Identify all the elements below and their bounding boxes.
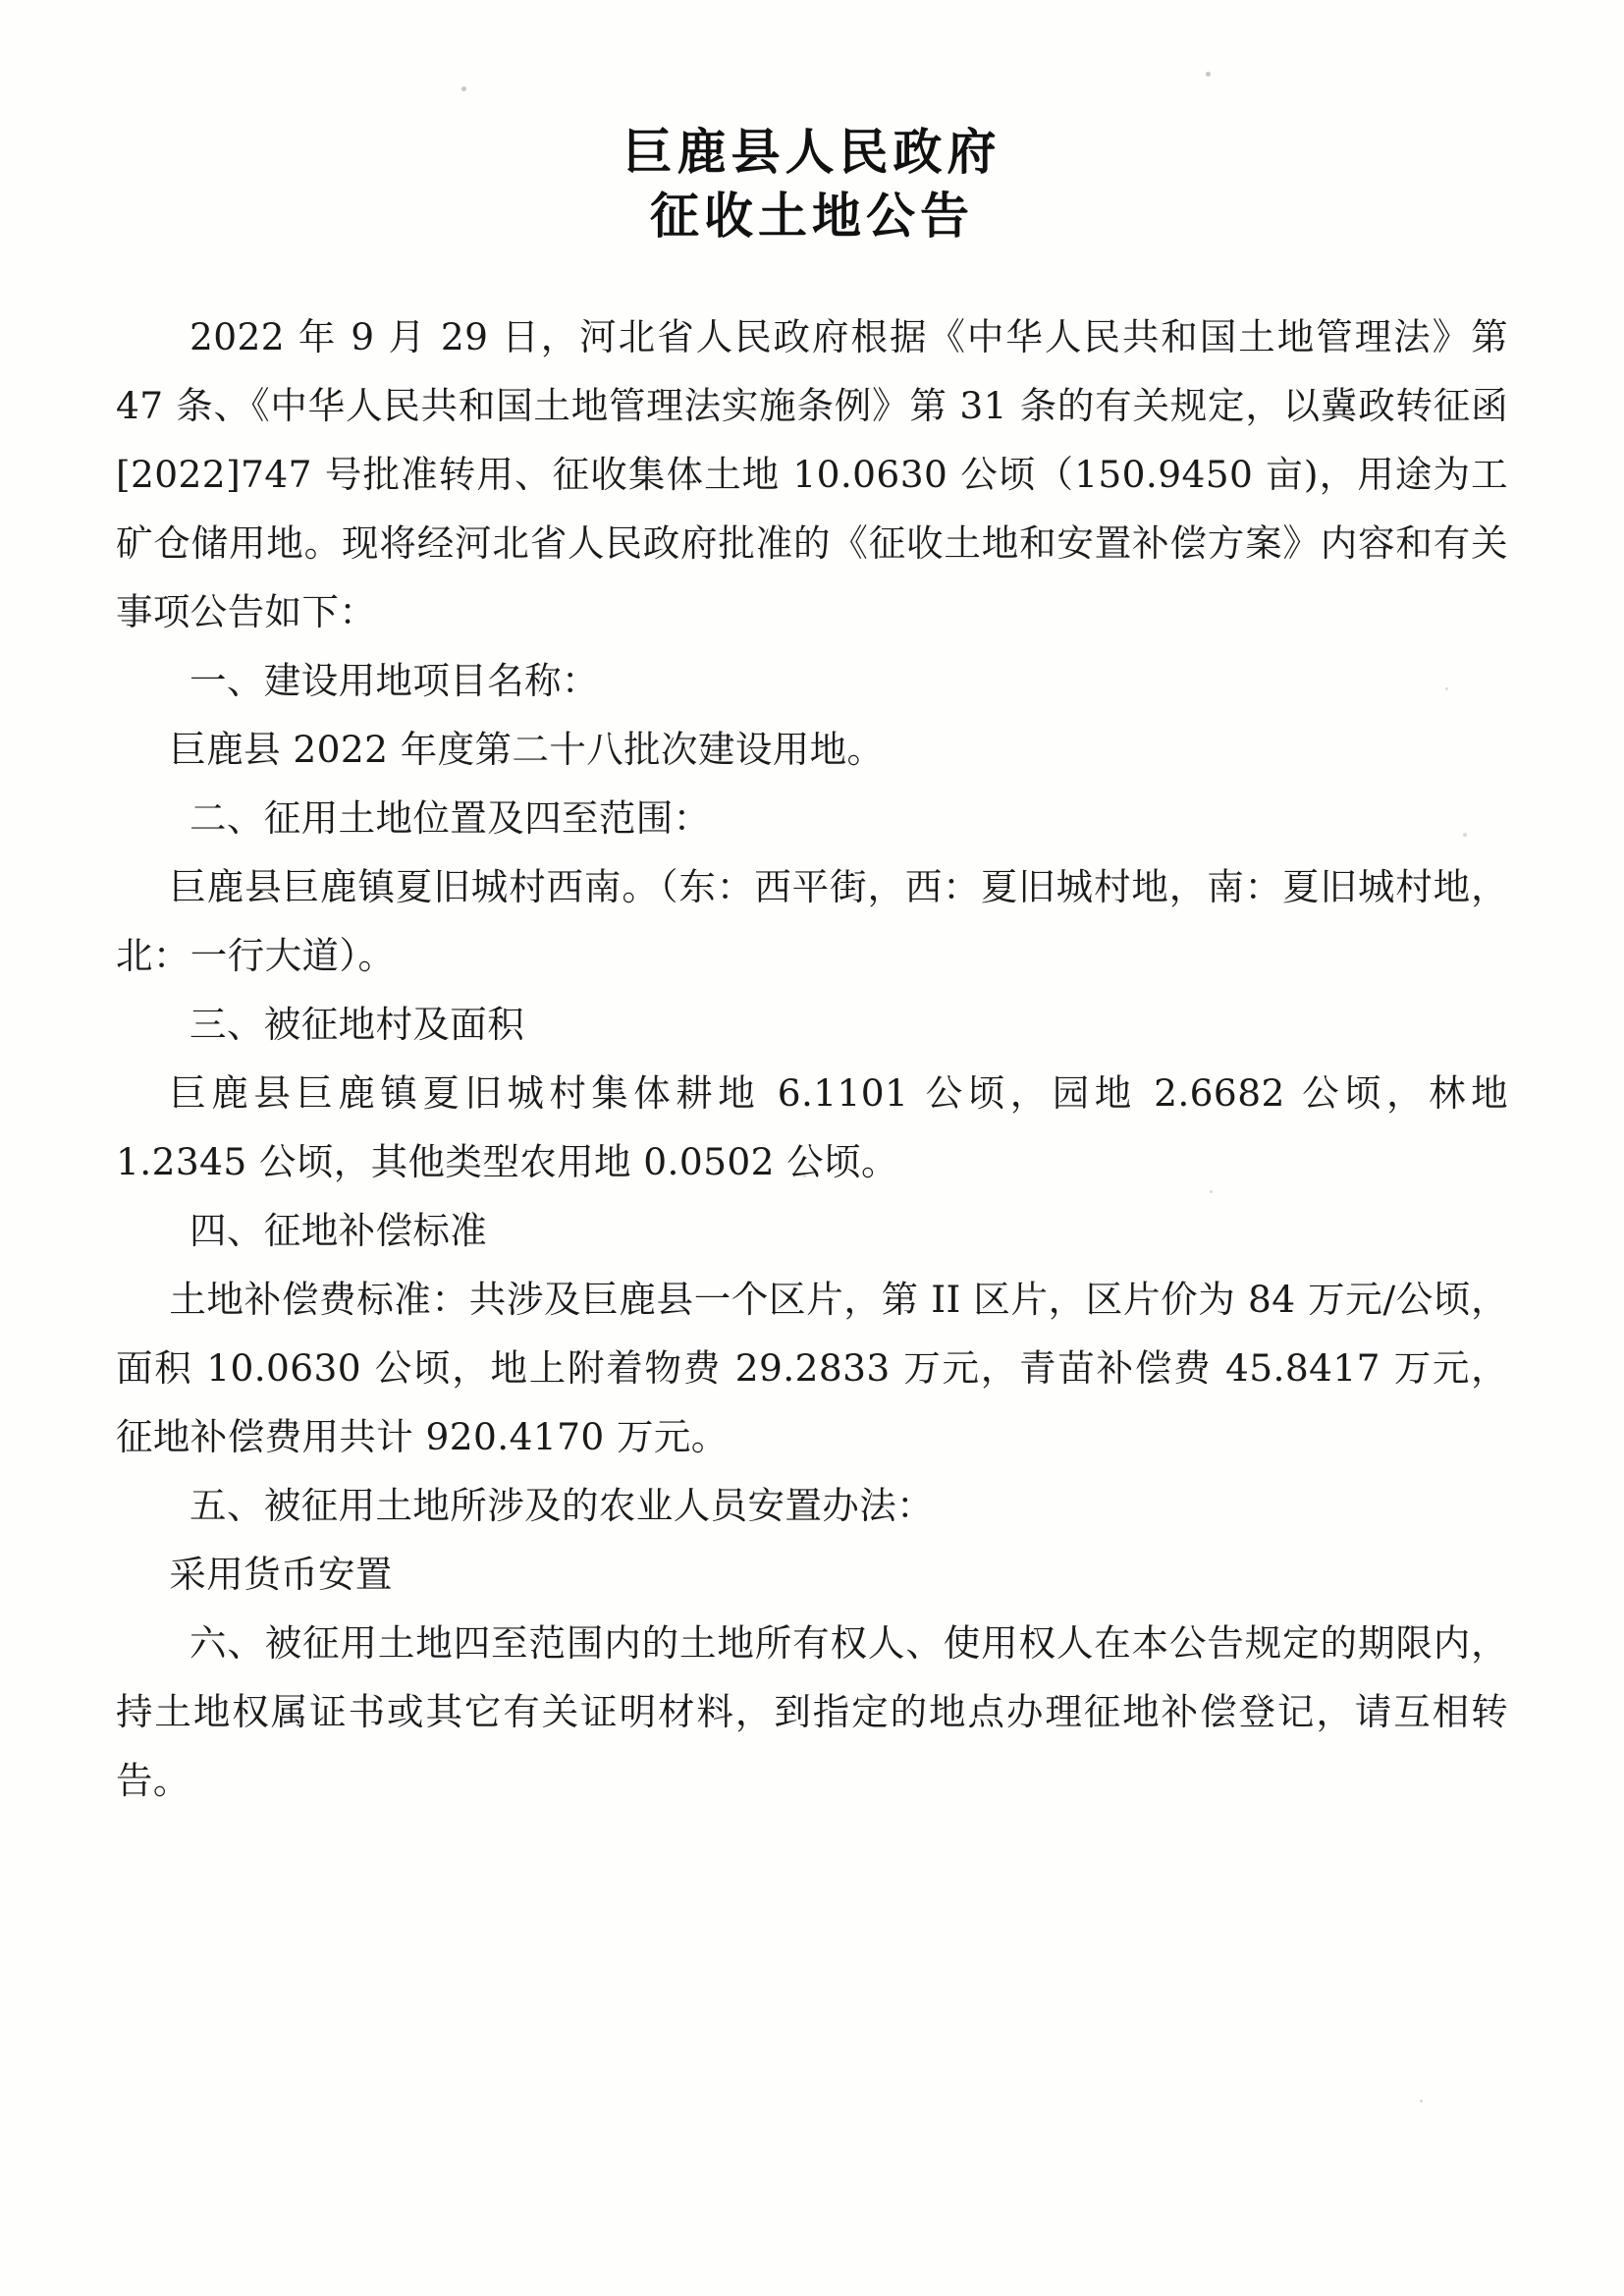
section-heading-1: 一、建设用地项目名称： [189,659,599,702]
page-title-line-2: 征收土地公告 [650,187,974,245]
section-body-3: 巨鹿县巨鹿镇夏旧城村集体耕地 6.1101 公顷，园地 2.6682 公顷，林地 1.2345 公顷，其他类型农用地 0.0502 公顷。 [116,1071,1508,1183]
section-heading-6: 六、被征用土地四至范围内的土地所有权人、使用权人在本公告规定的期限内，持土地权属证书或其它有关证明材料，到指定的地点办理征地补偿登记，请互相转告。 [116,1621,1508,1802]
scan-speck [1420,2100,1423,2103]
page-title-line-1: 巨鹿县人民政府 [623,123,1001,181]
intro-paragraph: 2022 年 9 月 29 日，河北省人民政府根据《中华人民共和国土地管理法》第 47 条、《中华人民共和国土地管理法实施条例》第 31 条的有关规定，以冀政转征函[2022]747 号批准转用、征收集体土地 10.0630 公顷（150.9450 亩)，用途为工矿仓储用地。现将经河北省人民政府批准的《征收土地和安置补偿方案》内容和有关事项公告如下： [116,315,1508,633]
document-title-block [116,0,1508,247]
document-body [116,302,1508,1815]
section-heading-5: 五、被征用土地所涉及的农业人员安置办法： [189,1484,934,1527]
section-body-5: 采用货币安置 [169,1553,393,1596]
section-heading-2: 二、征用土地位置及四至范围： [189,796,711,840]
section-body-1: 巨鹿县 2022 年度第二十八批次建设用地。 [169,728,885,771]
document-content [116,0,1508,1815]
section-body-4: 土地补偿费标准：共涉及巨鹿县一个区片，第 II 区片，区片价为 84 万元/公顷，面积 10.0630 公顷，地上附着物费 29.2833 万元，青苗补偿费 45.8417 万元，征地补偿费用共计 920.4170 万元。 [116,1278,1508,1458]
section-heading-3: 三、被征地村及面积 [189,1003,525,1046]
section-heading-4: 四、征地补偿标准 [189,1209,488,1252]
section-body-2: 巨鹿县巨鹿镇夏旧城村西南。（东：西平街，西：夏旧城村地，南：夏旧城村地，北：一行大道）。 [116,865,1508,977]
